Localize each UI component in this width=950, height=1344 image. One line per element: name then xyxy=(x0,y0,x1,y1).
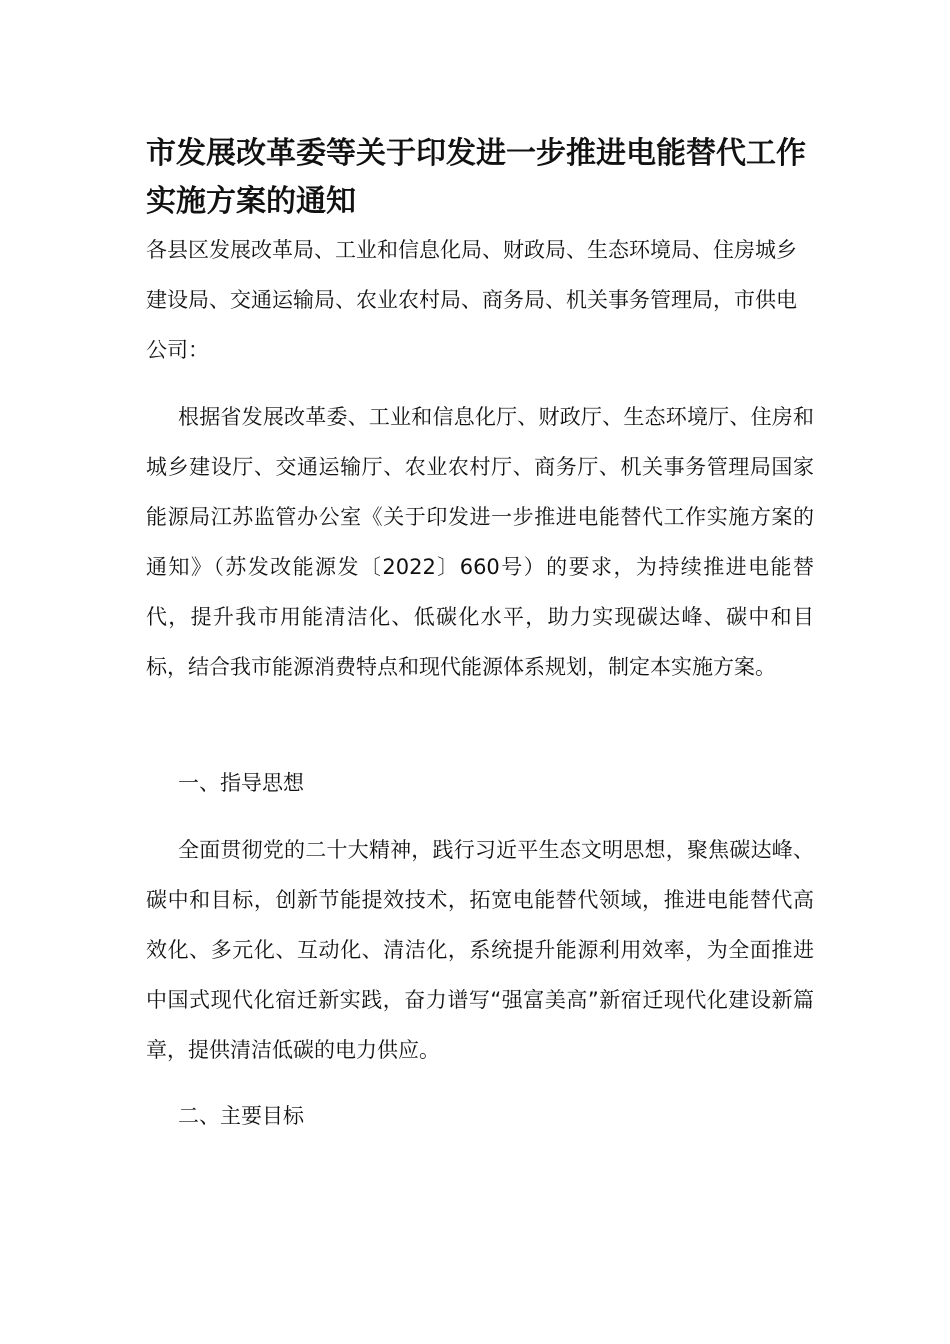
section-heading-main-goals: 二、主要目标 xyxy=(178,1104,304,1128)
salutation-recipients: 各县区发展改革局、工业和信息化局、财政局、生态环境局、住房城乡建设局、交通运输局、农业农村局、商务局、机关事务管理局，市供电公司： xyxy=(146,238,797,362)
intro-paragraph: 根据省发展改革委、工业和信息化厅、财政厅、生态环境厅、住房和城乡建设厅、交通运输厅、农业农村厅、商务厅、机关事务管理局国家能源局江苏监管办公室《关于印发进一步推进电能替代工作实施方案的通知》（苏发改能源发〔2022〕660号）的要求，为持续推进电能替代，提升我市用能清洁化、低碳化水平，助力实现碳达峰、碳中和目标，结合我市能源消费特点和现代能源体系规划，制定本实施方案。 xyxy=(146,405,814,679)
document-title: 市发展改革委等关于印发进一步推进电能替代工作实施方案的通知 xyxy=(146,136,806,219)
section-heading-guiding-ideology: 一、指导思想 xyxy=(178,771,304,795)
guiding-ideology-paragraph: 全面贯彻党的二十大精神，践行习近平生态文明思想，聚焦碳达峰、碳中和目标，创新节能提效技术，拓宽电能替代领域，推进电能替代高效化、多元化、互动化、清洁化，系统提升能源利用效率，为全面推进中国式现代化宿迁新实践，奋力谱写“强富美高”新宿迁现代化建设新篇章，提供清洁低碳的电力供应。 xyxy=(146,838,814,1062)
